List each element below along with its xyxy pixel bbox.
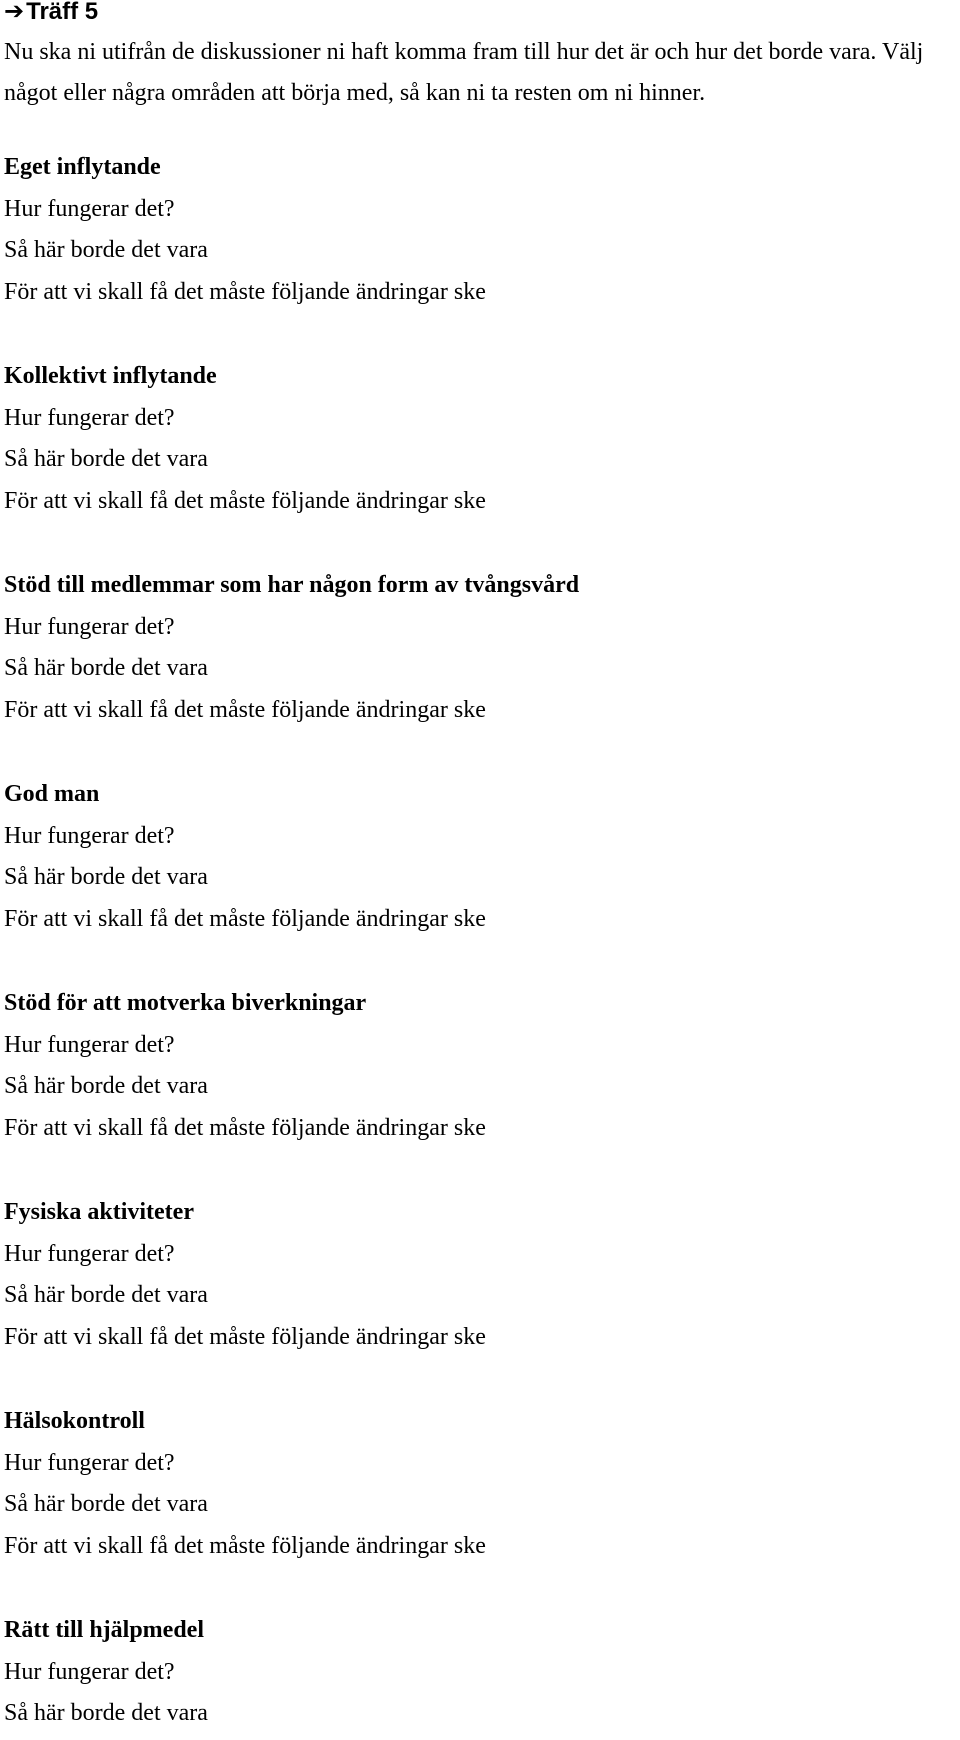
ideal-line: Så här borde det vara [4, 1491, 208, 1518]
section-kollektivt-inflytande [4, 356, 954, 522]
section-stod-tvangsvard [4, 565, 954, 731]
section-stod-biverkningar [4, 983, 954, 1149]
page-title [4, 0, 98, 32]
question-line: Hur fungerar det? [4, 195, 175, 222]
question-line: Hur fungerar det? [4, 822, 175, 849]
ideal-line: Så här borde det vara [4, 237, 208, 264]
ideal-line: Så här borde det vara [4, 446, 208, 473]
ideal-line: Så här borde det vara [4, 1282, 208, 1309]
ideal-line: Så här borde det vara [4, 864, 208, 891]
question-line: Hur fungerar det? [4, 1240, 175, 1267]
section-god-man [4, 774, 954, 940]
changes-line: För att vi skall få det måste följande ändringar ske [4, 1532, 486, 1559]
section-title: Stöd till medlemmar som har någon form av tvångsvård [4, 572, 580, 598]
section-title: Kollektivt inflytande [4, 363, 217, 389]
changes-line: För att vi skall få det måste följande ändringar ske [4, 487, 486, 514]
section-title: Stöd för att motverka biverkningar [4, 990, 367, 1016]
section-title: Rätt till hjälpmedel [4, 1617, 204, 1643]
changes-line: För att vi skall få det måste följande ändringar ske [4, 1114, 486, 1141]
changes-line: För att vi skall få det måste följande ändringar ske [4, 1323, 486, 1350]
section-title: Hälsokontroll [4, 1408, 145, 1434]
section-title: Fysiska aktiviteter [4, 1199, 194, 1225]
question-line: Hur fungerar det? [4, 1449, 175, 1476]
ideal-line: Så här borde det vara [4, 1700, 208, 1727]
section-eget-inflytande [4, 147, 954, 313]
question-line: Hur fungerar det? [4, 1658, 175, 1685]
section-halsokontroll [4, 1401, 954, 1567]
section-title: God man [4, 781, 100, 807]
question-line: Hur fungerar det? [4, 404, 175, 431]
changes-line: För att vi skall få det måste följande ändringar ske [4, 905, 486, 932]
page-title-text: Träff 5 [26, 0, 99, 25]
intro-paragraph: Nu ska ni utifrån de diskussioner ni haft komma fram till hur det är och hur det borde vara. Välj något eller några områden att börja med, så kan ni ta resten om ni hinner. [4, 39, 924, 106]
section-ratt-till-hjalpmedel [4, 1610, 954, 1735]
changes-line: För att vi skall få det måste följande ändringar ske [4, 278, 486, 305]
question-line: Hur fungerar det? [4, 1031, 175, 1058]
changes-line: För att vi skall få det måste följande ändringar ske [4, 696, 486, 723]
question-line: Hur fungerar det? [4, 613, 175, 640]
arrow-right-icon: ➔ [4, 0, 25, 25]
section-fysiska-aktiviteter [4, 1192, 954, 1358]
section-title: Eget inflytande [4, 154, 161, 180]
ideal-line: Så här borde det vara [4, 1073, 208, 1100]
ideal-line: Så här borde det vara [4, 655, 208, 682]
